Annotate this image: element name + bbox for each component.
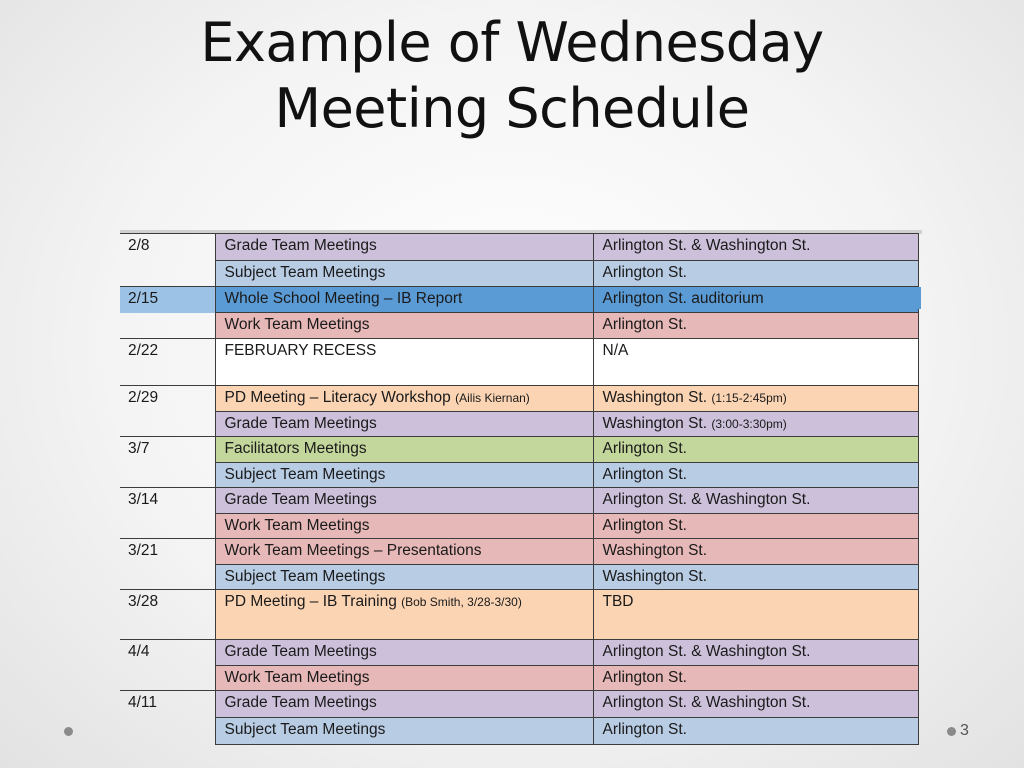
meeting-text: PD Meeting – Literacy Workshop [224, 389, 451, 406]
location-cell: Arlington St. [593, 313, 918, 339]
selection-highlight-edge [915, 287, 921, 309]
table-row-selected[interactable] [120, 287, 918, 313]
location-cell: Arlington St. & Washington St. [593, 691, 918, 718]
meeting-cell: Grade Team Meetings [215, 640, 593, 666]
table-row [120, 590, 918, 640]
meeting-cell: Facilitators Meetings [215, 437, 593, 463]
date-cell: 2/15 [120, 287, 215, 313]
date-cell: 3/7 [120, 437, 215, 488]
date-cell: 4/4 [120, 640, 215, 691]
location-cell: Arlington St. auditorium [593, 287, 918, 313]
meeting-cell: Work Team Meetings [215, 313, 593, 339]
meeting-cell [215, 386, 593, 412]
meeting-cell: Grade Team Meetings [215, 488, 593, 514]
location-cell: TBD [593, 590, 918, 640]
meeting-cell: Whole School Meeting – IB Report [215, 287, 593, 313]
table-row [120, 539, 918, 565]
meeting-cell: Grade Team Meetings [215, 412, 593, 437]
meeting-cell: Subject Team Meetings [215, 565, 593, 590]
meeting-cell: Subject Team Meetings [215, 463, 593, 488]
bullet-dot-icon [64, 727, 73, 736]
table-row [120, 718, 918, 745]
table-row [120, 412, 918, 437]
location-cell: Arlington St. [593, 514, 918, 539]
table-row [120, 313, 918, 339]
meeting-note: (Bob Smith, 3/28-3/30) [401, 595, 522, 609]
date-cell: 2/8 [120, 234, 215, 287]
location-cell [593, 412, 918, 437]
meeting-cell: Work Team Meetings [215, 514, 593, 539]
location-text: Washington St. [602, 415, 708, 432]
table-row [120, 261, 918, 287]
table-row [120, 463, 918, 488]
meeting-cell: FEBRUARY RECESS [215, 339, 593, 386]
bullet-dot-icon [947, 727, 956, 736]
location-cell: N/A [593, 339, 918, 386]
meeting-note: (Ailis Kiernan) [455, 391, 530, 405]
date-cell: 4/11 [120, 691, 215, 745]
slide-title-line-2: Meeting Schedule [274, 77, 750, 140]
slide-title-line-1: Example of Wednesday [200, 11, 824, 74]
meeting-cell: Work Team Meetings – Presentations [215, 539, 593, 565]
meeting-cell: Grade Team Meetings [215, 691, 593, 718]
table-row [120, 234, 918, 261]
table-row [120, 514, 918, 539]
date-cell: 3/28 [120, 590, 215, 640]
meeting-cell: Subject Team Meetings [215, 718, 593, 745]
location-cell: Arlington St. & Washington St. [593, 234, 918, 261]
location-cell: Arlington St. [593, 261, 918, 287]
location-text: Washington St. [602, 389, 708, 406]
table-row [120, 437, 918, 463]
meeting-text: PD Meeting – IB Training [224, 593, 397, 610]
location-cell: Arlington St. & Washington St. [593, 640, 918, 666]
location-cell: Arlington St. [593, 437, 918, 463]
table-row [120, 339, 918, 386]
date-cell [120, 313, 215, 339]
table-row [120, 640, 918, 666]
meeting-schedule-table [120, 233, 919, 745]
meeting-cell: Subject Team Meetings [215, 261, 593, 287]
table-row [120, 386, 918, 412]
table-row [120, 666, 918, 691]
location-cell: Arlington St. [593, 718, 918, 745]
location-cell [593, 386, 918, 412]
location-cell: Arlington St. & Washington St. [593, 488, 918, 514]
table-row [120, 488, 918, 514]
meeting-cell [215, 590, 593, 640]
date-cell: 3/21 [120, 539, 215, 590]
location-note: (1:15-2:45pm) [711, 391, 787, 405]
date-cell: 2/29 [120, 386, 215, 437]
table-row [120, 565, 918, 590]
meeting-cell: Grade Team Meetings [215, 234, 593, 261]
location-note: (3:00-3:30pm) [711, 417, 787, 431]
location-cell: Washington St. [593, 565, 918, 590]
meeting-cell: Work Team Meetings [215, 666, 593, 691]
slide-title [0, 10, 1024, 142]
date-cell: 2/22 [120, 339, 215, 386]
date-cell: 3/14 [120, 488, 215, 539]
page-number: 3 [960, 722, 969, 739]
table-row [120, 691, 918, 718]
location-cell: Arlington St. [593, 463, 918, 488]
location-cell: Arlington St. [593, 666, 918, 691]
location-cell: Washington St. [593, 539, 918, 565]
